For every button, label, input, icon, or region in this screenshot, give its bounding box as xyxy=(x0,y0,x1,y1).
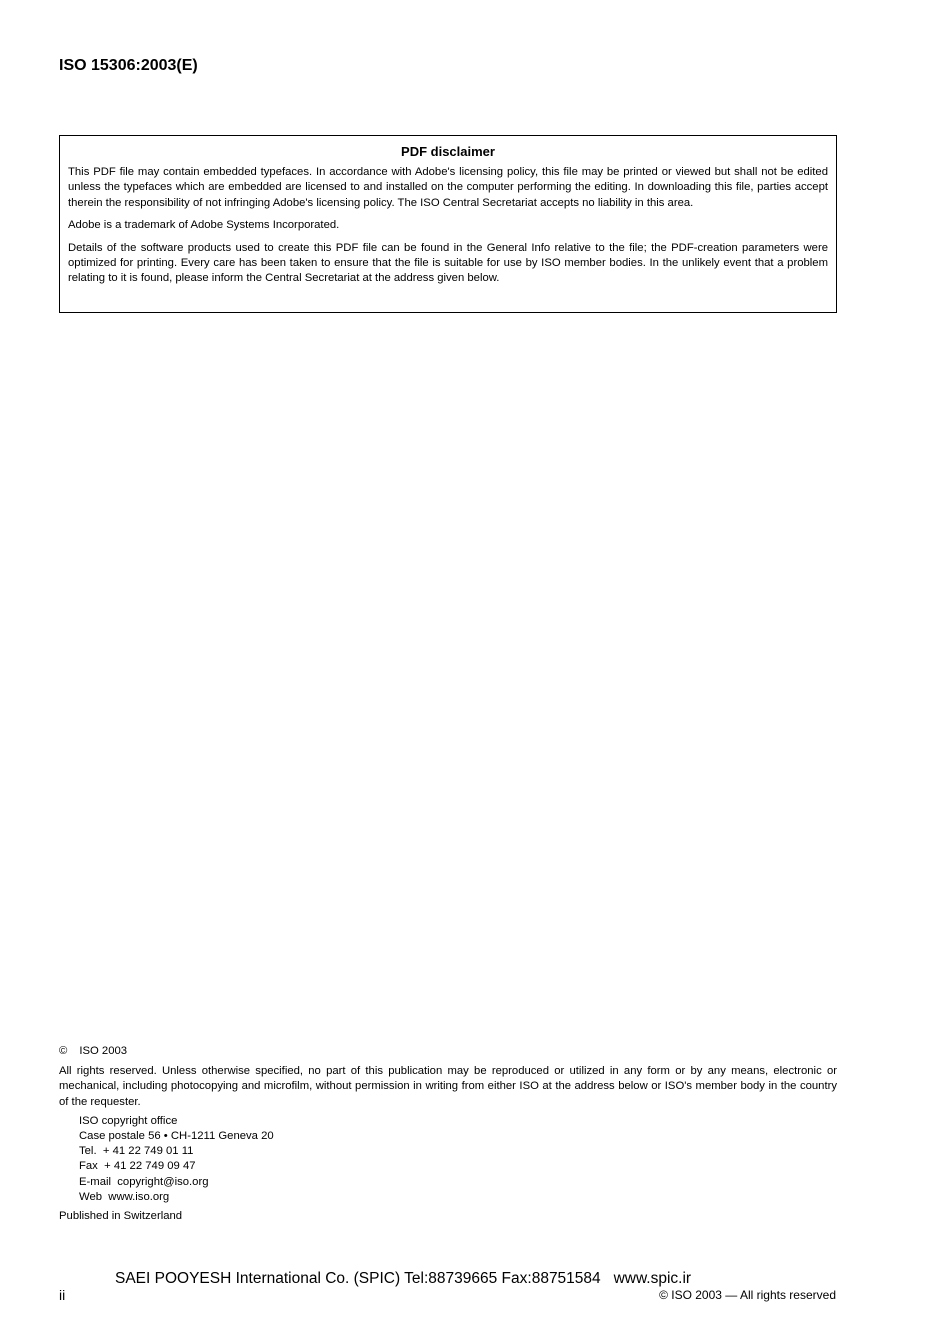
copyright-year-line xyxy=(59,1044,837,1059)
footer-copyright: © ISO 2003 — All rights reserved xyxy=(659,1288,836,1302)
address-line: ISO copyright office xyxy=(79,1114,178,1127)
copyright-year: ISO 2003 xyxy=(79,1045,128,1057)
spic-watermark-line: SAEI POOYESH International Co. (SPIC) Tel:88739665 Fax:88751584 www.spic.ir xyxy=(115,1270,692,1287)
page-number: ii xyxy=(59,1287,66,1303)
disclaimer-title: PDF disclaimer xyxy=(401,144,495,159)
copyright-symbol: © xyxy=(59,1045,68,1057)
address-line: Tel. + 41 22 749 01 11 xyxy=(79,1145,194,1158)
address-line: E-mail copyright@iso.org xyxy=(79,1175,209,1188)
address-line: Web www.iso.org xyxy=(79,1190,170,1203)
published-location: Published in Switzerland xyxy=(59,1210,183,1223)
address-line: Case postale 56 • CH-1211 Geneva 20 xyxy=(79,1130,274,1143)
document-header: ISO 15306:2003(E) xyxy=(59,57,198,74)
disclaimer-paragraph: Details of the software products used to create this PDF file can be found in the General Info relative to the file; the PDF-creation parameters were optimized for printing. Every care has been taken to ensure that the file is suitable for use by ISO member bodies. In the unlikely event that a problem relating to it is found, please inform the Central Secretariat at the address given below. xyxy=(68,241,828,285)
address-line: Fax + 41 22 749 09 47 xyxy=(79,1160,196,1173)
copyright-office-address xyxy=(79,1114,837,1205)
rights-text: All rights reserved. Unless otherwise specified, no part of this publication may be reproduced or utilized in any form or by any means, electronic or mechanical, including photocopying and microfilm, without permission in writing from either ISO at the address below or ISO's member body in the country of the requester. xyxy=(59,1065,837,1108)
disclaimer-paragraph: Adobe is a trademark of Adobe Systems Incorporated. xyxy=(68,219,340,232)
copyright-block xyxy=(59,1044,837,1224)
pdf-disclaimer-box xyxy=(59,135,837,313)
disclaimer-paragraph: This PDF file may contain embedded typefaces. In accordance with Adobe's licensing policy, this file may be printed or viewed but shall not be edited unless the typefaces which are embedded are licensed to and installed on the computer performing the editing. In downloading this file, parties accept therein the responsibility of not infringing Adobe's licensing policy. The ISO Central Secretariat accepts no liability in this area. xyxy=(68,166,828,209)
